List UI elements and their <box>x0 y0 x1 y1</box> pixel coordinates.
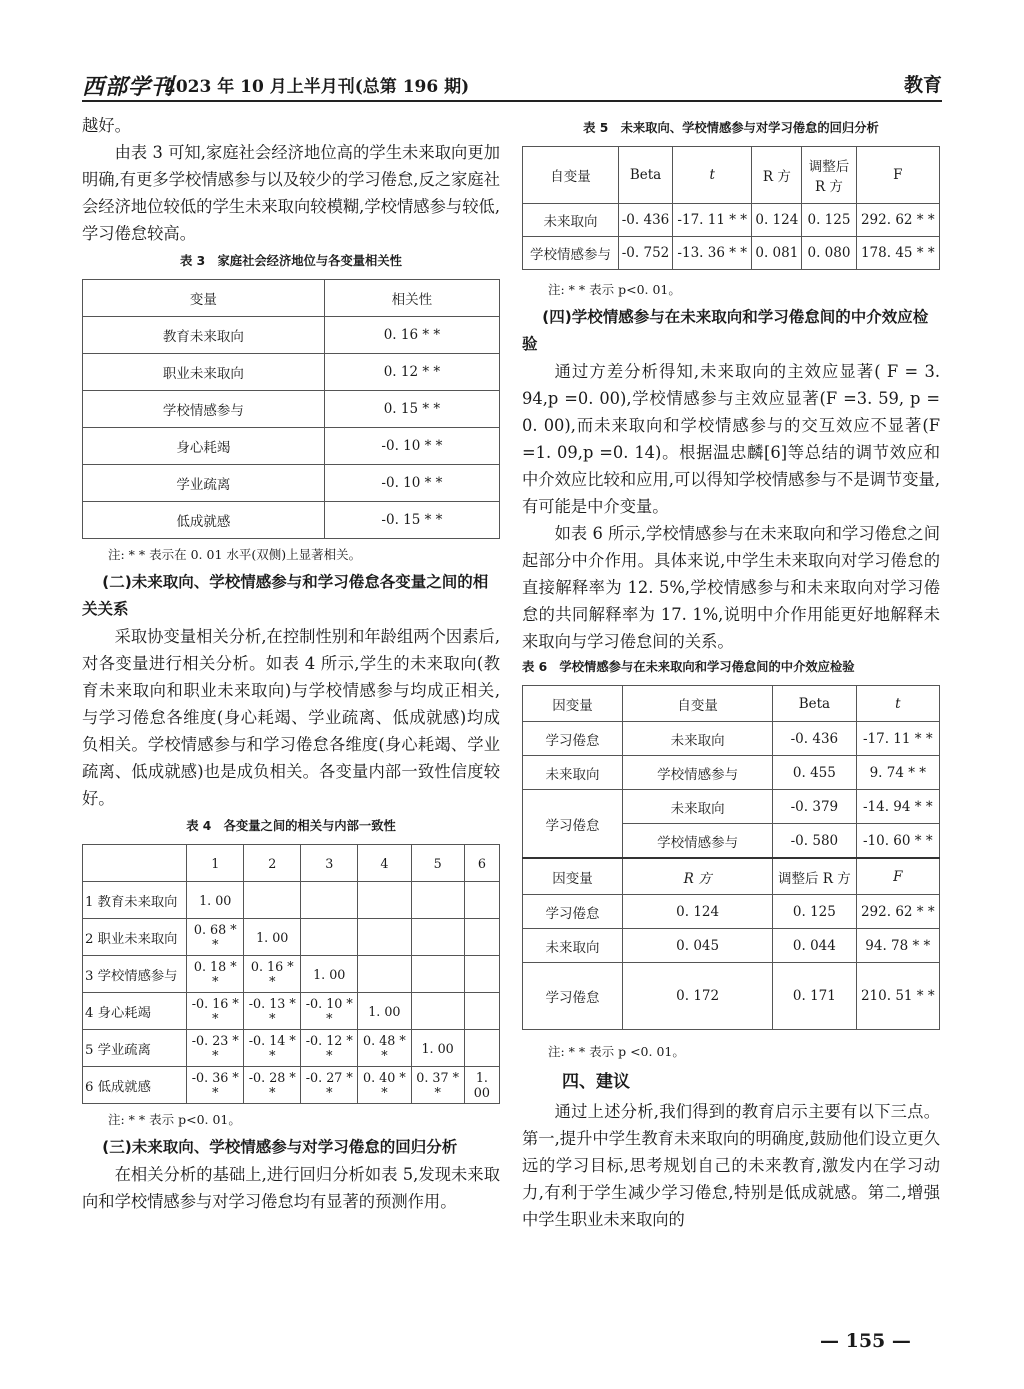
table-cell: -0. 13 * * <box>244 993 301 1030</box>
table-row-label: 3 学校情感参与 <box>83 956 187 993</box>
table-cell: -13. 36 * * <box>673 237 752 270</box>
table-row-label: 5 学业疏离 <box>83 1030 187 1067</box>
paragraph: 越好。 <box>82 116 131 135</box>
table-cell <box>411 993 464 1030</box>
table-row <box>83 354 500 391</box>
table-cell: 292. 62 * * <box>856 204 939 237</box>
table-cell: 0. 37 * * <box>411 1067 464 1104</box>
table-header-cell: 调整后 R 方 <box>802 147 856 204</box>
table-header-cell: 1 <box>187 845 244 882</box>
table-cell <box>358 956 411 993</box>
table-row <box>83 1067 500 1104</box>
table3 <box>82 279 500 539</box>
section-name: 教育 <box>903 74 942 96</box>
table-header-cell: F <box>856 147 939 204</box>
table3-caption: 表 3 家庭社会经济地位与各变量相关性 <box>180 254 402 268</box>
table-row-label: 1 教育未来取向 <box>83 882 187 919</box>
table-row <box>523 790 940 824</box>
table-cell <box>411 956 464 993</box>
page-header <box>82 70 942 100</box>
table-cell: -0. 28 * * <box>244 1067 301 1104</box>
table-cell: 0. 172 <box>623 963 773 1030</box>
table-cell: 未来取向 <box>523 756 623 790</box>
table-cell: 未来取向 <box>523 929 623 963</box>
table-cell: 210. 51 * * <box>856 963 939 1030</box>
table-row-label: 2 职业未来取向 <box>83 919 187 956</box>
table3-note: 注: * * 表示在 0. 01 水平(双侧)上显著相关。 <box>108 547 362 562</box>
table-header-cell: t <box>673 147 752 204</box>
table-header-row <box>83 845 500 882</box>
table-header-cell: Beta <box>773 686 856 722</box>
table-cell: 学习倦怠 <box>523 895 623 929</box>
table-cell <box>411 919 464 956</box>
table-cell <box>464 956 499 993</box>
table-header-cell <box>83 845 187 882</box>
table-cell <box>464 1030 499 1067</box>
table-cell: -0. 10 * * <box>301 993 358 1030</box>
table-header-cell: 5 <box>411 845 464 882</box>
table-header-cell: 相关性 <box>324 280 499 317</box>
table-cell <box>301 882 358 919</box>
table-row <box>523 929 940 963</box>
table-row-label: 4 身心耗竭 <box>83 993 187 1030</box>
table-cell: 学校情感参与 <box>523 237 619 270</box>
paragraph: 如表 6 所示,学校情感参与在未来取向和学习倦怠之间起部分中介作用。具体来说,中学生未来取向对学习倦怠的直接解释率为 12. 5%,学校情感参与和未来取向对学习倦怠的共同解释率为 17. 1%,说明中介作用能更好地解释未来取向与学习倦怠间的关系。 <box>522 524 940 651</box>
table-cell <box>244 882 301 919</box>
table-row <box>83 502 500 539</box>
table-row <box>83 465 500 502</box>
table-cell: 0. 40 * * <box>358 1067 411 1104</box>
table-cell: -0. 12 * * <box>301 1030 358 1067</box>
table6-caption: 表 6 学校情感参与在未来取向和学习倦怠间的中介效应检验 <box>522 660 855 674</box>
table-cell: -0. 14 * * <box>244 1030 301 1067</box>
table-cell: 0. 124 <box>752 204 802 237</box>
table-cell: -0. 27 * * <box>301 1067 358 1104</box>
table-cell: -10. 60 * * <box>856 824 939 859</box>
table-row <box>523 237 940 270</box>
table-cell: 9. 74 * * <box>856 756 939 790</box>
table-cell: 0. 171 <box>773 963 856 1030</box>
table-cell: 0. 045 <box>623 929 773 963</box>
table-row <box>83 882 500 919</box>
table-cell <box>358 919 411 956</box>
table-cell: 0. 080 <box>802 237 856 270</box>
table-cell: 0. 044 <box>773 929 856 963</box>
table-cell: -0. 436 <box>773 722 856 756</box>
section-heading: (四)学校情感参与在未来取向和学习倦怠间的中介效应检验 <box>522 308 929 353</box>
table-header-cell: 4 <box>358 845 411 882</box>
table-header-row <box>83 280 500 317</box>
table-cell: 1. 00 <box>464 1067 499 1104</box>
right-column <box>522 112 940 1233</box>
table-cell: 0. 16 * * <box>324 317 499 354</box>
table-cell: 低成就感 <box>83 502 325 539</box>
page-number: — 155 — <box>820 1330 911 1352</box>
table4-caption: 表 4 各变量之间的相关与内部一致性 <box>186 819 396 833</box>
table5-caption: 表 5 未来取向、学校情感参与对学习倦怠的回归分析 <box>583 121 879 135</box>
table-cell: 学校情感参与 <box>623 756 773 790</box>
table-cell: 学业疏离 <box>83 465 325 502</box>
table-cell: 学校情感参与 <box>623 824 773 859</box>
table-cell: 178. 45 * * <box>856 237 939 270</box>
table-cell: -0. 580 <box>773 824 856 859</box>
table-row-label: 6 低成就感 <box>83 1067 187 1104</box>
journal-issue: 2023 年 10 月上半月刊(总第 196 期) <box>164 77 470 97</box>
table-header-cell: 调整后 R 方 <box>773 858 856 895</box>
table4 <box>82 844 500 1104</box>
table-cell: -0. 16 * * <box>187 993 244 1030</box>
table-header-cell: 因变量 <box>523 858 623 895</box>
table-header-cell: R 方 <box>752 147 802 204</box>
table-cell: 0. 48 * * <box>358 1030 411 1067</box>
table-row <box>83 317 500 354</box>
table-cell: -0. 10 * * <box>324 465 499 502</box>
table-cell: 1. 00 <box>301 956 358 993</box>
table-cell: 0. 125 <box>773 895 856 929</box>
section-heading: 四、建议 <box>562 1072 630 1092</box>
table-cell: 未来取向 <box>523 204 619 237</box>
table-cell: 0. 125 <box>802 204 856 237</box>
table-header-cell: 6 <box>464 845 499 882</box>
table-cell: -17. 11 * * <box>856 722 939 756</box>
paragraph: 采取协变量相关分析,在控制性别和年龄组两个因素后,对各变量进行相关分析。如表 4 所示,学生的未来取向(教育未来取向和职业未来取向)与学校情感参与均成正相关,与学习倦怠各维度(身心耗竭、学业疏离、低成就感)均成负相关。学校情感参与和学习倦怠各维度(身心耗竭、学业疏离、低成就感)也是成负相关。各变量内部一致性信度较好。 <box>82 627 500 808</box>
table-row <box>83 919 500 956</box>
table-header-cell: R 方 <box>623 858 773 895</box>
table-cell: 0. 124 <box>623 895 773 929</box>
paragraph: 通过上述分析,我们得到的教育启示主要有以下三点。第一,提升中学生教育未来取向的明确度,鼓励他们设立更久远的学习目标,思考规划自己的未来教育,激发内在学习动力,有利于学生减少学习倦怠,特别是低成就感。第二,增强中学生职业未来取向的 <box>522 1102 940 1229</box>
table-header-row <box>523 147 940 204</box>
table-header-cell: 2 <box>244 845 301 882</box>
table-cell: -0. 436 <box>618 204 672 237</box>
table-cell: 身心耗竭 <box>83 428 325 465</box>
table-cell: 1. 00 <box>358 993 411 1030</box>
table-cell: -14. 94 * * <box>856 790 939 824</box>
table-cell: -0. 15 * * <box>324 502 499 539</box>
table-cell: 292. 62 * * <box>856 895 939 929</box>
table-header-cell: Beta <box>618 147 672 204</box>
table-row <box>523 722 940 756</box>
table-cell: -17. 11 * * <box>673 204 752 237</box>
table4-note: 注: * * 表示 p<0. 01。 <box>108 1112 241 1127</box>
table-cell: 0. 16 * * <box>244 956 301 993</box>
table-row <box>523 756 940 790</box>
table-cell: 94. 78 * * <box>856 929 939 963</box>
table-header-cell: 因变量 <box>523 686 623 722</box>
table-header-row <box>523 686 940 722</box>
header-rule <box>82 100 942 102</box>
table-header-cell: F <box>856 858 939 895</box>
table5-note: 注: * * 表示 p<0. 01。 <box>548 282 681 297</box>
table-cell: -0. 752 <box>618 237 672 270</box>
table-cell: 0. 15 * * <box>324 391 499 428</box>
table-header-cell: 变量 <box>83 280 325 317</box>
paragraph: 在相关分析的基础上,进行回归分析如表 5,发现未来取向和学校情感参与对学习倦怠均有显著的预测作用。 <box>82 1165 500 1211</box>
table-cell: -0. 379 <box>773 790 856 824</box>
table-row <box>83 956 500 993</box>
table-cell: 未来取向 <box>623 790 773 824</box>
table-header-cell: t <box>856 686 939 722</box>
table-cell: -0. 23 * * <box>187 1030 244 1067</box>
table-cell: 学习倦怠 <box>523 790 623 859</box>
journal-logo: 西部学刊 <box>82 74 175 100</box>
table-row <box>523 204 940 237</box>
table-row <box>83 428 500 465</box>
table-header-row <box>523 858 940 895</box>
table-cell: 学校情感参与 <box>83 391 325 428</box>
table-cell <box>301 919 358 956</box>
table5 <box>522 146 940 270</box>
table-cell: 1. 00 <box>411 1030 464 1067</box>
table-row <box>523 895 940 929</box>
table-cell: 学习倦怠 <box>523 963 623 1030</box>
table-cell: 学习倦怠 <box>523 722 623 756</box>
table-row <box>523 963 940 1030</box>
table6 <box>522 685 940 1030</box>
table-cell: 0. 455 <box>773 756 856 790</box>
table-cell <box>464 882 499 919</box>
table-cell: 1. 00 <box>244 919 301 956</box>
table-cell: 1. 00 <box>187 882 244 919</box>
section-heading: (三)未来取向、学校情感参与对学习倦怠的回归分析 <box>102 1138 458 1156</box>
table-cell: 0. 081 <box>752 237 802 270</box>
table-header-cell: 自变量 <box>523 147 619 204</box>
table-cell: -0. 10 * * <box>324 428 499 465</box>
table-header-cell: 自变量 <box>623 686 773 722</box>
table-cell: 职业未来取向 <box>83 354 325 391</box>
table-cell: 教育未来取向 <box>83 317 325 354</box>
table-cell: -0. 36 * * <box>187 1067 244 1104</box>
table-cell <box>464 919 499 956</box>
table-cell: 0. 68 * * <box>187 919 244 956</box>
table-row <box>83 391 500 428</box>
table-cell <box>358 882 411 919</box>
section-heading: (二)未来取向、学校情感参与和学习倦怠各变量之间的相关关系 <box>82 573 489 618</box>
table-header-cell: 3 <box>301 845 358 882</box>
table-cell <box>411 882 464 919</box>
left-column <box>82 112 500 1215</box>
paragraph: 通过方差分析得知,未来取向的主效应显著( F = 3. 94,p =0. 00),学校情感参与主效应显著(F =3. 59, p = 0. 00),而未来取向和学校情感参与的交互效应不显著(F =1. 09,p =0. 14)。根据温忠麟[6]等总结的调节效应和中介效应比较和应用,可以得知学校情感参与不是调节变量,有可能是中介变量。 <box>522 362 940 516</box>
table6-note: 注: * * 表示 p <0. 01。 <box>548 1044 685 1059</box>
table-cell: 0. 18 * * <box>187 956 244 993</box>
paragraph: 由表 3 可知,家庭社会经济地位高的学生未来取向更加明确,有更多学校情感参与以及较少的学习倦怠,反之家庭社会经济地位较低的学生未来取向较模糊,学校情感参与较低,学习倦怠较高。 <box>82 143 500 243</box>
table-row <box>83 993 500 1030</box>
table-row <box>83 1030 500 1067</box>
table-cell: 0. 12 * * <box>324 354 499 391</box>
table-cell: 未来取向 <box>623 722 773 756</box>
table-cell <box>464 993 499 1030</box>
